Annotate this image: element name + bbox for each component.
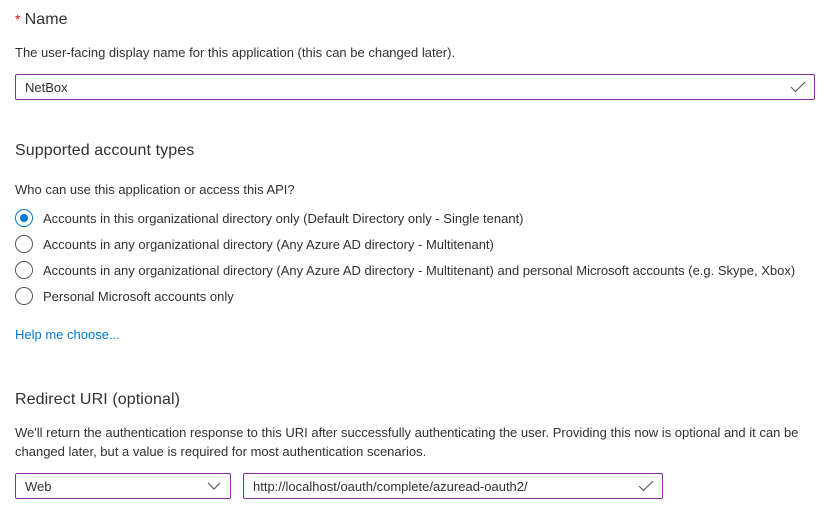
account-type-radio-group bbox=[15, 205, 815, 309]
name-section-title bbox=[15, 11, 68, 29]
radio-selected-icon[interactable] bbox=[15, 209, 33, 227]
redirect-uri-description: We'll return the authentication response to this URI after successfully authenticating the user. Providing this now is optional and it can be changed later, but a value is required for most authentication scenarios. bbox=[15, 425, 799, 459]
radio-option-label: Accounts in this organizational directory only (Default Directory only - Single tenant) bbox=[43, 210, 524, 226]
redirect-uri-title: Redirect URI (optional) bbox=[15, 391, 181, 408]
radio-option-label: Accounts in any organizational directory (Any Azure AD directory - Multitenant) bbox=[43, 236, 494, 252]
redirect-uri-row bbox=[15, 473, 815, 499]
radio-option-label: Personal Microsoft accounts only bbox=[43, 288, 234, 304]
platform-select-value: Web bbox=[25, 478, 52, 494]
radio-unselected-icon[interactable] bbox=[15, 261, 33, 279]
radio-option-label: Accounts in any organizational directory (Any Azure AD directory - Multitenant) and personal Microsoft accounts (e.g. Skype, Xbox) bbox=[43, 262, 796, 278]
account-types-question: Who can use this application or access this API? bbox=[15, 182, 295, 197]
name-label: Name bbox=[24, 11, 68, 28]
redirect-uri-input-container bbox=[243, 473, 663, 499]
help-me-choose-link[interactable]: Help me choose... bbox=[15, 327, 120, 342]
radio-unselected-icon[interactable] bbox=[15, 235, 33, 253]
radio-unselected-icon[interactable] bbox=[15, 287, 33, 305]
radio-option-personal-only[interactable] bbox=[15, 283, 815, 309]
redirect-uri-input[interactable] bbox=[243, 473, 663, 499]
supported-account-types-title: Supported account types bbox=[15, 142, 195, 159]
platform-select[interactable] bbox=[15, 473, 231, 499]
name-description: The user-facing display name for this application (this can be changed later). bbox=[15, 45, 456, 60]
chevron-down-icon bbox=[207, 482, 221, 490]
radio-option-single-tenant[interactable] bbox=[15, 205, 815, 231]
radio-option-multitenant-personal[interactable] bbox=[15, 257, 815, 283]
radio-option-multitenant[interactable] bbox=[15, 231, 815, 257]
name-input-container bbox=[15, 74, 815, 100]
name-input[interactable] bbox=[15, 74, 815, 100]
required-asterisk: * bbox=[15, 11, 21, 27]
